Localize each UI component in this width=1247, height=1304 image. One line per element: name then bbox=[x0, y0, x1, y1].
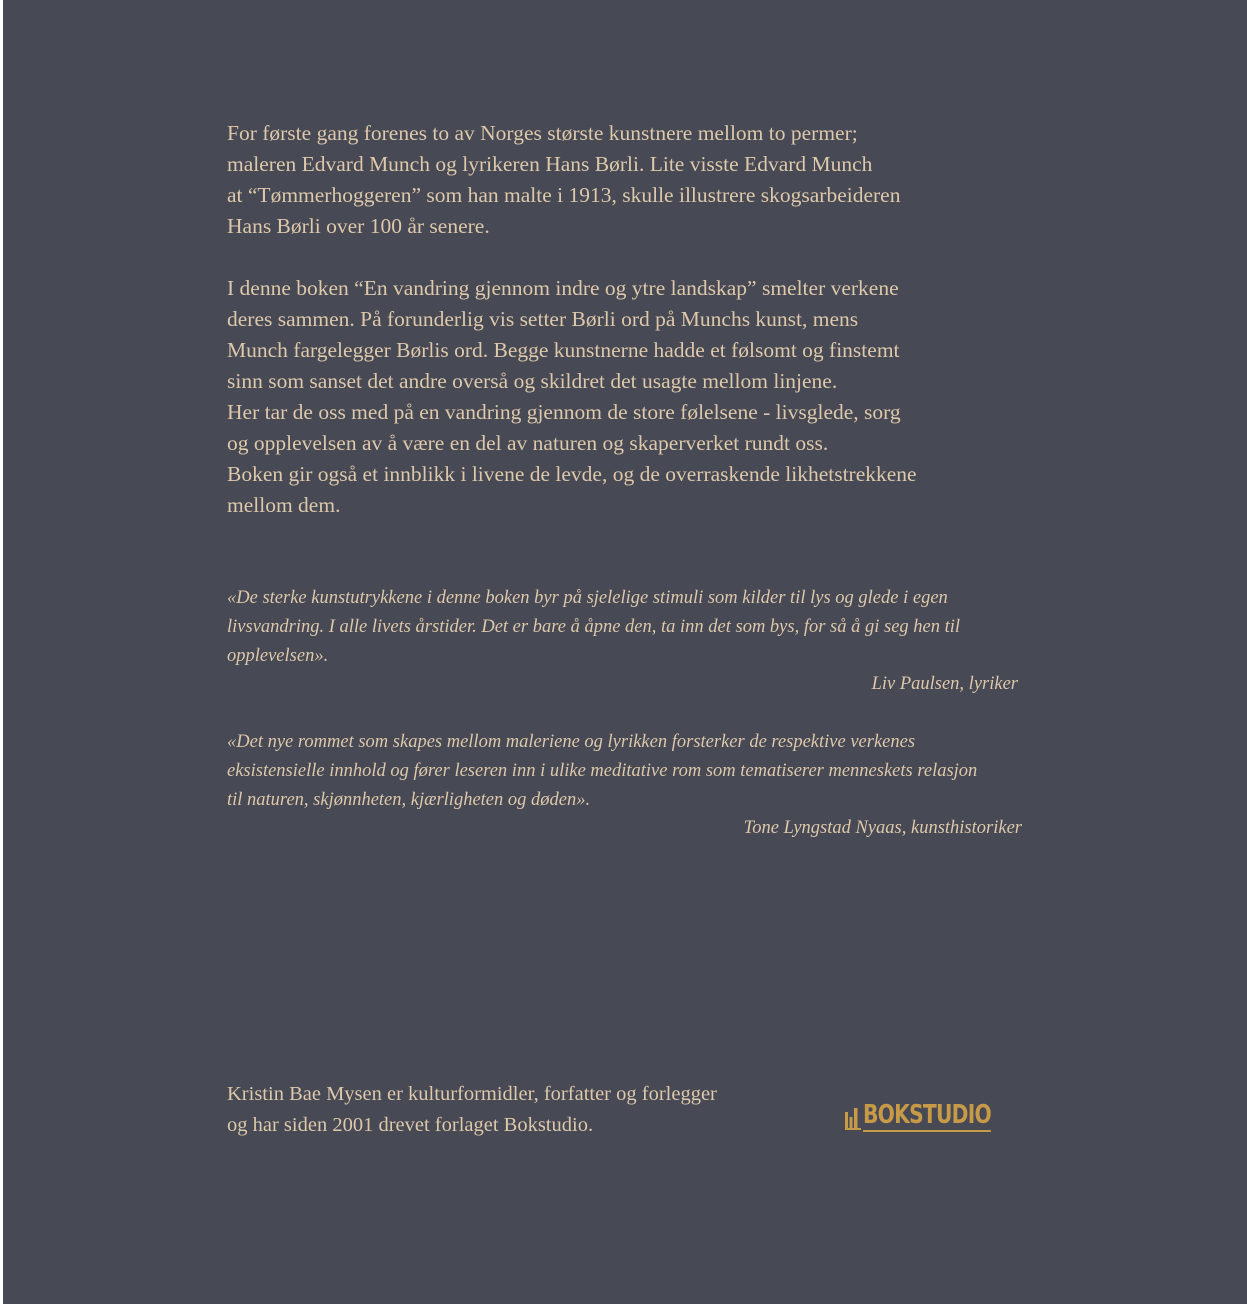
quote-line: eksistensielle innhold og fører leseren inn i ulike meditative rom som tematiserer menneskets relasjon bbox=[227, 761, 978, 781]
quote-attribution-2: Tone Lyngstad Nyaas, kunsthistoriker bbox=[743, 818, 1022, 838]
intro-paragraph-2 bbox=[227, 273, 1047, 521]
text-line: maleren Edvard Munch og lyrikeren Hans Børli. Lite visste Edvard Munch bbox=[227, 152, 873, 176]
text-line: deres sammen. På forunderlig vis setter Børli ord på Munchs kunst, mens bbox=[227, 307, 859, 331]
publisher-logo bbox=[845, 1098, 1027, 1132]
logo-text: BOKSTUDIO bbox=[863, 1100, 991, 1130]
quote-line: «De sterke kunstutrykkene i denne boken byr på sjelelige stimuli som kilder til lys og glede i egen bbox=[227, 588, 948, 608]
text-line: For første gang forenes to av Norges største kunstnere mellom to permer; bbox=[227, 121, 858, 145]
text-line: mellom dem. bbox=[227, 493, 341, 517]
quote-line: til naturen, skjønnheten, kjærligheten og døden». bbox=[227, 790, 591, 810]
review-quote-2 bbox=[227, 728, 1027, 815]
text-line: Boken gir også et innblikk i livene de levde, og de overraskende likhetstrekkene bbox=[227, 462, 917, 486]
text-line: og opplevelsen av å være en del av naturen og skaperverket rundt oss. bbox=[227, 431, 829, 455]
text-line: I denne boken “En vandring gjennom indre og ytre landskap” smelter verkene bbox=[227, 276, 899, 300]
text-line: Munch fargelegger Børlis ord. Begge kunstnerne hadde et følsomt og finstemt bbox=[227, 338, 900, 362]
quote-line: opplevelsen». bbox=[227, 646, 329, 666]
review-quote-1 bbox=[227, 584, 1027, 671]
intro-paragraph-1 bbox=[227, 118, 1047, 242]
quote-attribution-1: Liv Paulsen, lyriker bbox=[871, 674, 1018, 694]
text-line: at “Tømmerhoggeren” som han malte i 1913, skulle illustrere skogsarbeideren bbox=[227, 183, 901, 207]
text-line: sinn som sanset det andre overså og skildret det usagte mellom linjene. bbox=[227, 369, 838, 393]
quote-line: «Det nye rommet som skapes mellom maleriene og lyrikken forsterker de respektive verkenes bbox=[227, 732, 916, 752]
bio-line: og har siden 2001 drevet forlaget Bokstudio. bbox=[227, 1114, 594, 1136]
text-line: Hans Børli over 100 år senere. bbox=[227, 214, 490, 238]
bio-line: Kristin Bae Mysen er kulturformidler, forfatter og forlegger bbox=[227, 1083, 717, 1105]
quote-line: livsvandring. I alle livets årstider. Det er bare å åpne den, ta inn det som bys, for så å gi seg hen til bbox=[227, 617, 961, 637]
book-stack-icon bbox=[845, 1104, 861, 1130]
text-line: Her tar de oss med på en vandring gjennom de store følelsene - livsglede, sorg bbox=[227, 400, 901, 424]
author-bio bbox=[227, 1079, 717, 1141]
